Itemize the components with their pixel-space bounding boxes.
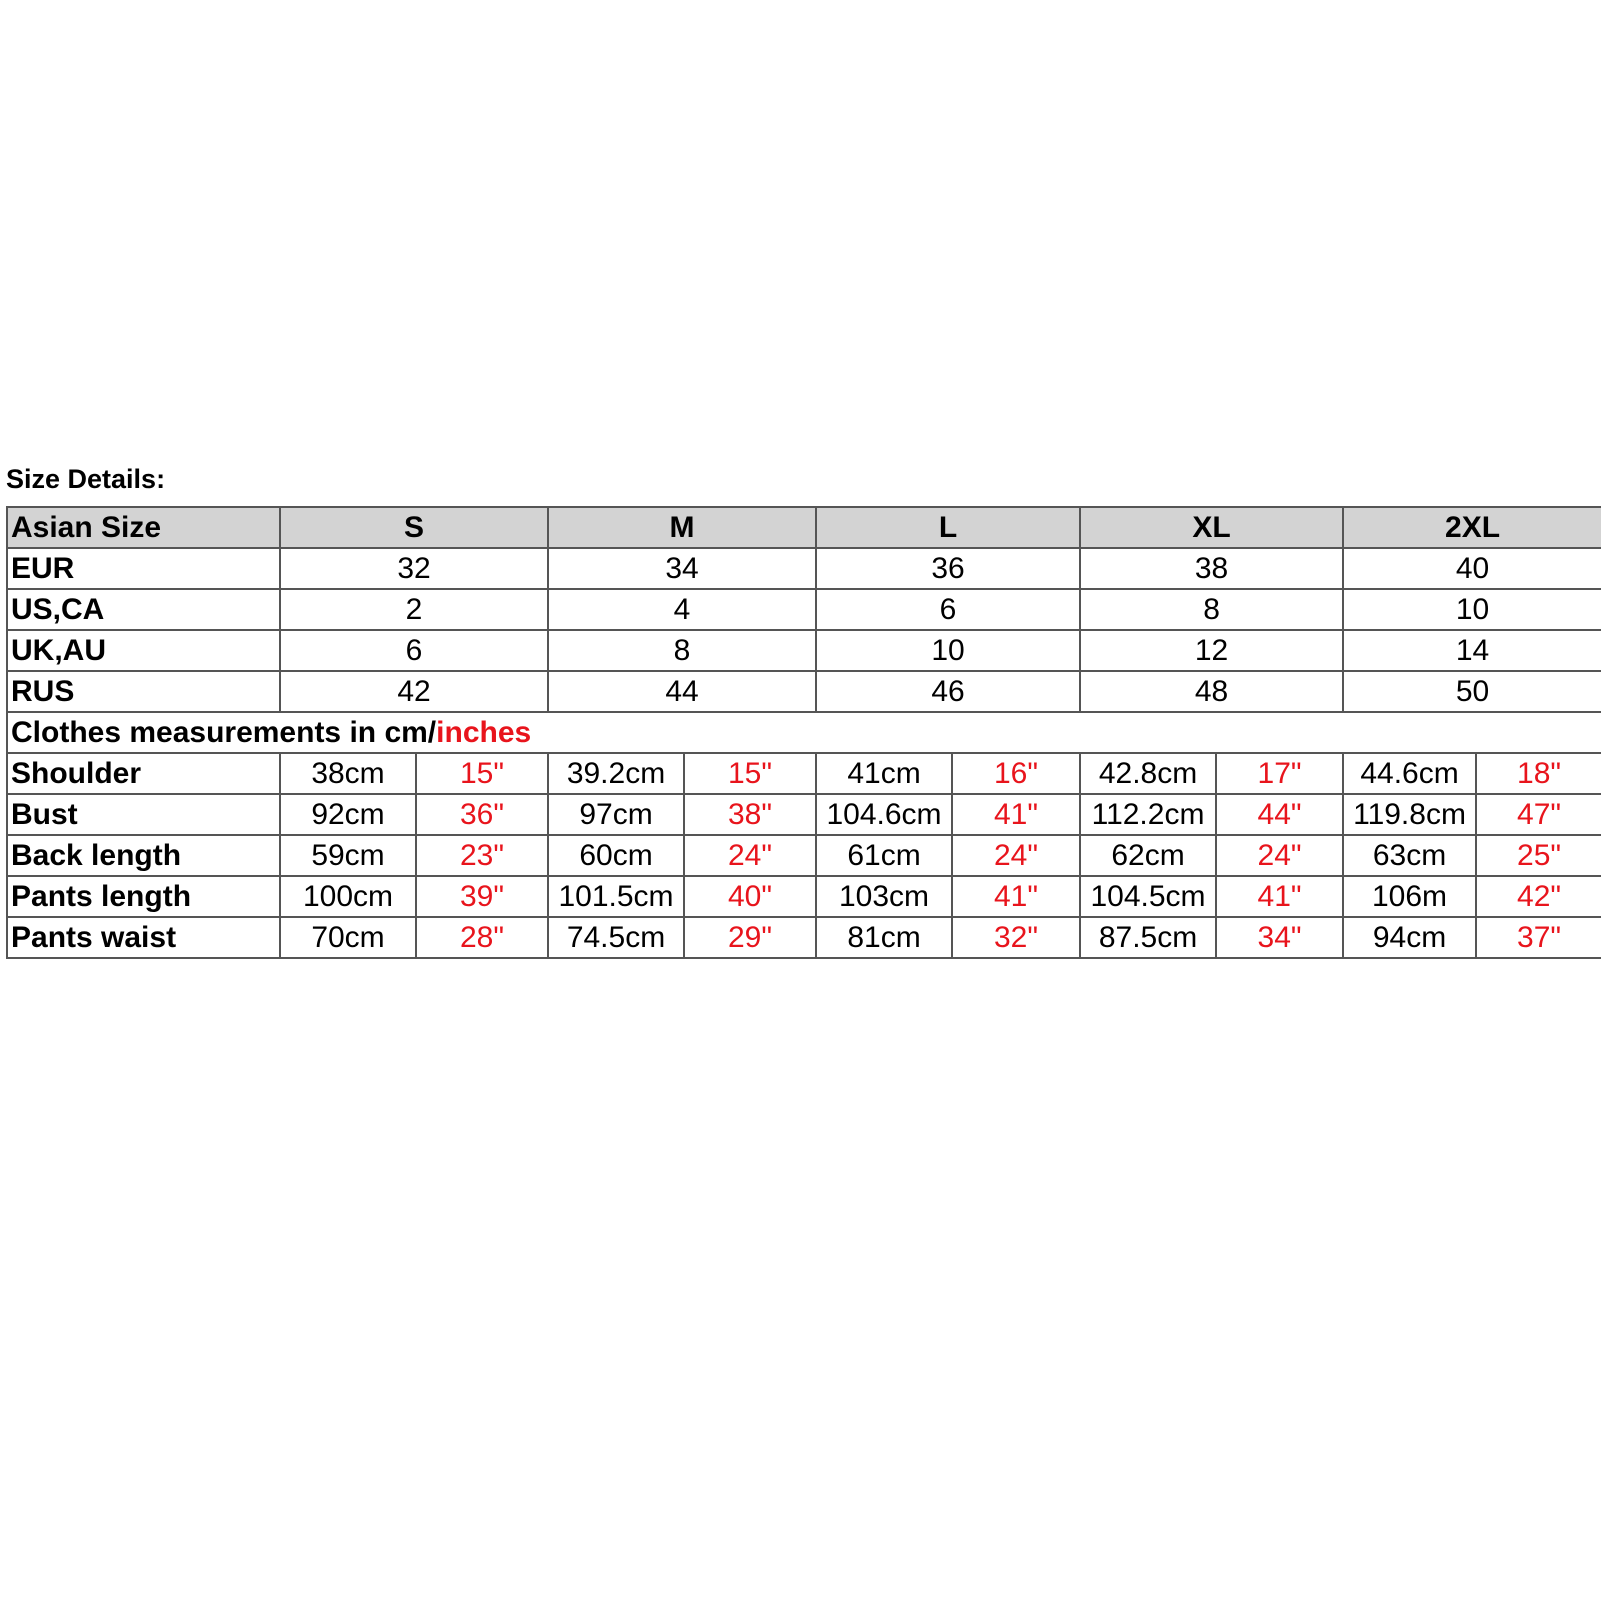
measurement-heading (7, 712, 1601, 753)
table-row (7, 630, 1601, 671)
cm-cell: 103cm (816, 876, 952, 917)
inch-cell: 16" (952, 753, 1080, 794)
size-header-cell: XL (1080, 507, 1343, 548)
table-cell: 2 (280, 589, 548, 630)
inch-cell: 24" (684, 835, 816, 876)
inch-cell: 29" (684, 917, 816, 958)
table-row (7, 671, 1601, 712)
table-cell: 8 (1080, 589, 1343, 630)
inch-cell: 41" (952, 876, 1080, 917)
cm-cell: 104.5cm (1080, 876, 1216, 917)
table-row (7, 876, 1601, 917)
cm-cell: 42.8cm (1080, 753, 1216, 794)
measurement-heading-prefix: Clothes measurements in cm/ (11, 715, 437, 749)
table-cell: 10 (1343, 589, 1601, 630)
cm-cell: 38cm (280, 753, 416, 794)
inch-cell: 15" (416, 753, 548, 794)
cm-cell: 59cm (280, 835, 416, 876)
inch-cell: 15" (684, 753, 816, 794)
table-cell: 6 (280, 630, 548, 671)
table-cell: 12 (1080, 630, 1343, 671)
table-cell: 10 (816, 630, 1080, 671)
inch-cell: 40" (684, 876, 816, 917)
size-header-cell: S (280, 507, 548, 548)
cm-cell: 81cm (816, 917, 952, 958)
inch-cell: 24" (1216, 835, 1343, 876)
table-row (7, 589, 1601, 630)
table-cell: 38 (1080, 548, 1343, 589)
table-row (7, 794, 1601, 835)
section-heading-row (7, 712, 1601, 753)
inch-cell: 23" (416, 835, 548, 876)
cm-cell: 61cm (816, 835, 952, 876)
inch-cell: 25" (1476, 835, 1601, 876)
cm-cell: 87.5cm (1080, 917, 1216, 958)
cm-cell: 41cm (816, 753, 952, 794)
cm-cell: 74.5cm (548, 917, 684, 958)
cm-cell: 106m (1343, 876, 1476, 917)
row-label: Pants waist (7, 917, 280, 958)
row-label: Bust (7, 794, 280, 835)
table-row (7, 917, 1601, 958)
inch-cell: 32" (952, 917, 1080, 958)
cm-cell: 104.6cm (816, 794, 952, 835)
cm-cell: 97cm (548, 794, 684, 835)
inch-cell: 42" (1476, 876, 1601, 917)
inch-cell: 39" (416, 876, 548, 917)
row-label: US,CA (7, 589, 280, 630)
cm-cell: 60cm (548, 835, 684, 876)
row-label: Shoulder (7, 753, 280, 794)
cm-cell: 94cm (1343, 917, 1476, 958)
cm-cell: 92cm (280, 794, 416, 835)
page-title: Size Details: (6, 464, 166, 494)
table-cell: 8 (548, 630, 816, 671)
inch-cell: 34" (1216, 917, 1343, 958)
table-cell: 34 (548, 548, 816, 589)
table-row (7, 548, 1601, 589)
row-label: Pants length (7, 876, 280, 917)
table-header-row (7, 507, 1601, 548)
table-cell: 40 (1343, 548, 1601, 589)
cm-cell: 119.8cm (1343, 794, 1476, 835)
size-header-cell: 2XL (1343, 507, 1601, 548)
cm-cell: 101.5cm (548, 876, 684, 917)
table-cell: 36 (816, 548, 1080, 589)
table-cell: 4 (548, 589, 816, 630)
measurement-heading-suffix: inches (436, 715, 532, 749)
table-cell: 42 (280, 671, 548, 712)
inch-cell: 37" (1476, 917, 1601, 958)
inch-cell: 41" (952, 794, 1080, 835)
row-label: Asian Size (7, 507, 280, 548)
cm-cell: 44.6cm (1343, 753, 1476, 794)
table-cell: 32 (280, 548, 548, 589)
inch-cell: 38" (684, 794, 816, 835)
cm-cell: 63cm (1343, 835, 1476, 876)
cm-cell: 39.2cm (548, 753, 684, 794)
cm-cell: 100cm (280, 876, 416, 917)
cm-cell: 62cm (1080, 835, 1216, 876)
inch-cell: 44" (1216, 794, 1343, 835)
table-cell: 48 (1080, 671, 1343, 712)
table-row (7, 835, 1601, 876)
size-header-cell: M (548, 507, 816, 548)
row-label: EUR (7, 548, 280, 589)
size-header-cell: L (816, 507, 1080, 548)
row-label: RUS (7, 671, 280, 712)
table-cell: 44 (548, 671, 816, 712)
table-cell: 14 (1343, 630, 1601, 671)
table-row (7, 753, 1601, 794)
inch-cell: 36" (416, 794, 548, 835)
inch-cell: 41" (1216, 876, 1343, 917)
table-cell: 50 (1343, 671, 1601, 712)
table-cell: 6 (816, 589, 1080, 630)
table-cell: 46 (816, 671, 1080, 712)
inch-cell: 24" (952, 835, 1080, 876)
inch-cell: 18" (1476, 753, 1601, 794)
inch-cell: 17" (1216, 753, 1343, 794)
row-label: Back length (7, 835, 280, 876)
inch-cell: 47" (1476, 794, 1601, 835)
cm-cell: 70cm (280, 917, 416, 958)
cm-cell: 112.2cm (1080, 794, 1216, 835)
size-chart-table (6, 506, 1601, 959)
row-label: UK,AU (7, 630, 280, 671)
inch-cell: 28" (416, 917, 548, 958)
